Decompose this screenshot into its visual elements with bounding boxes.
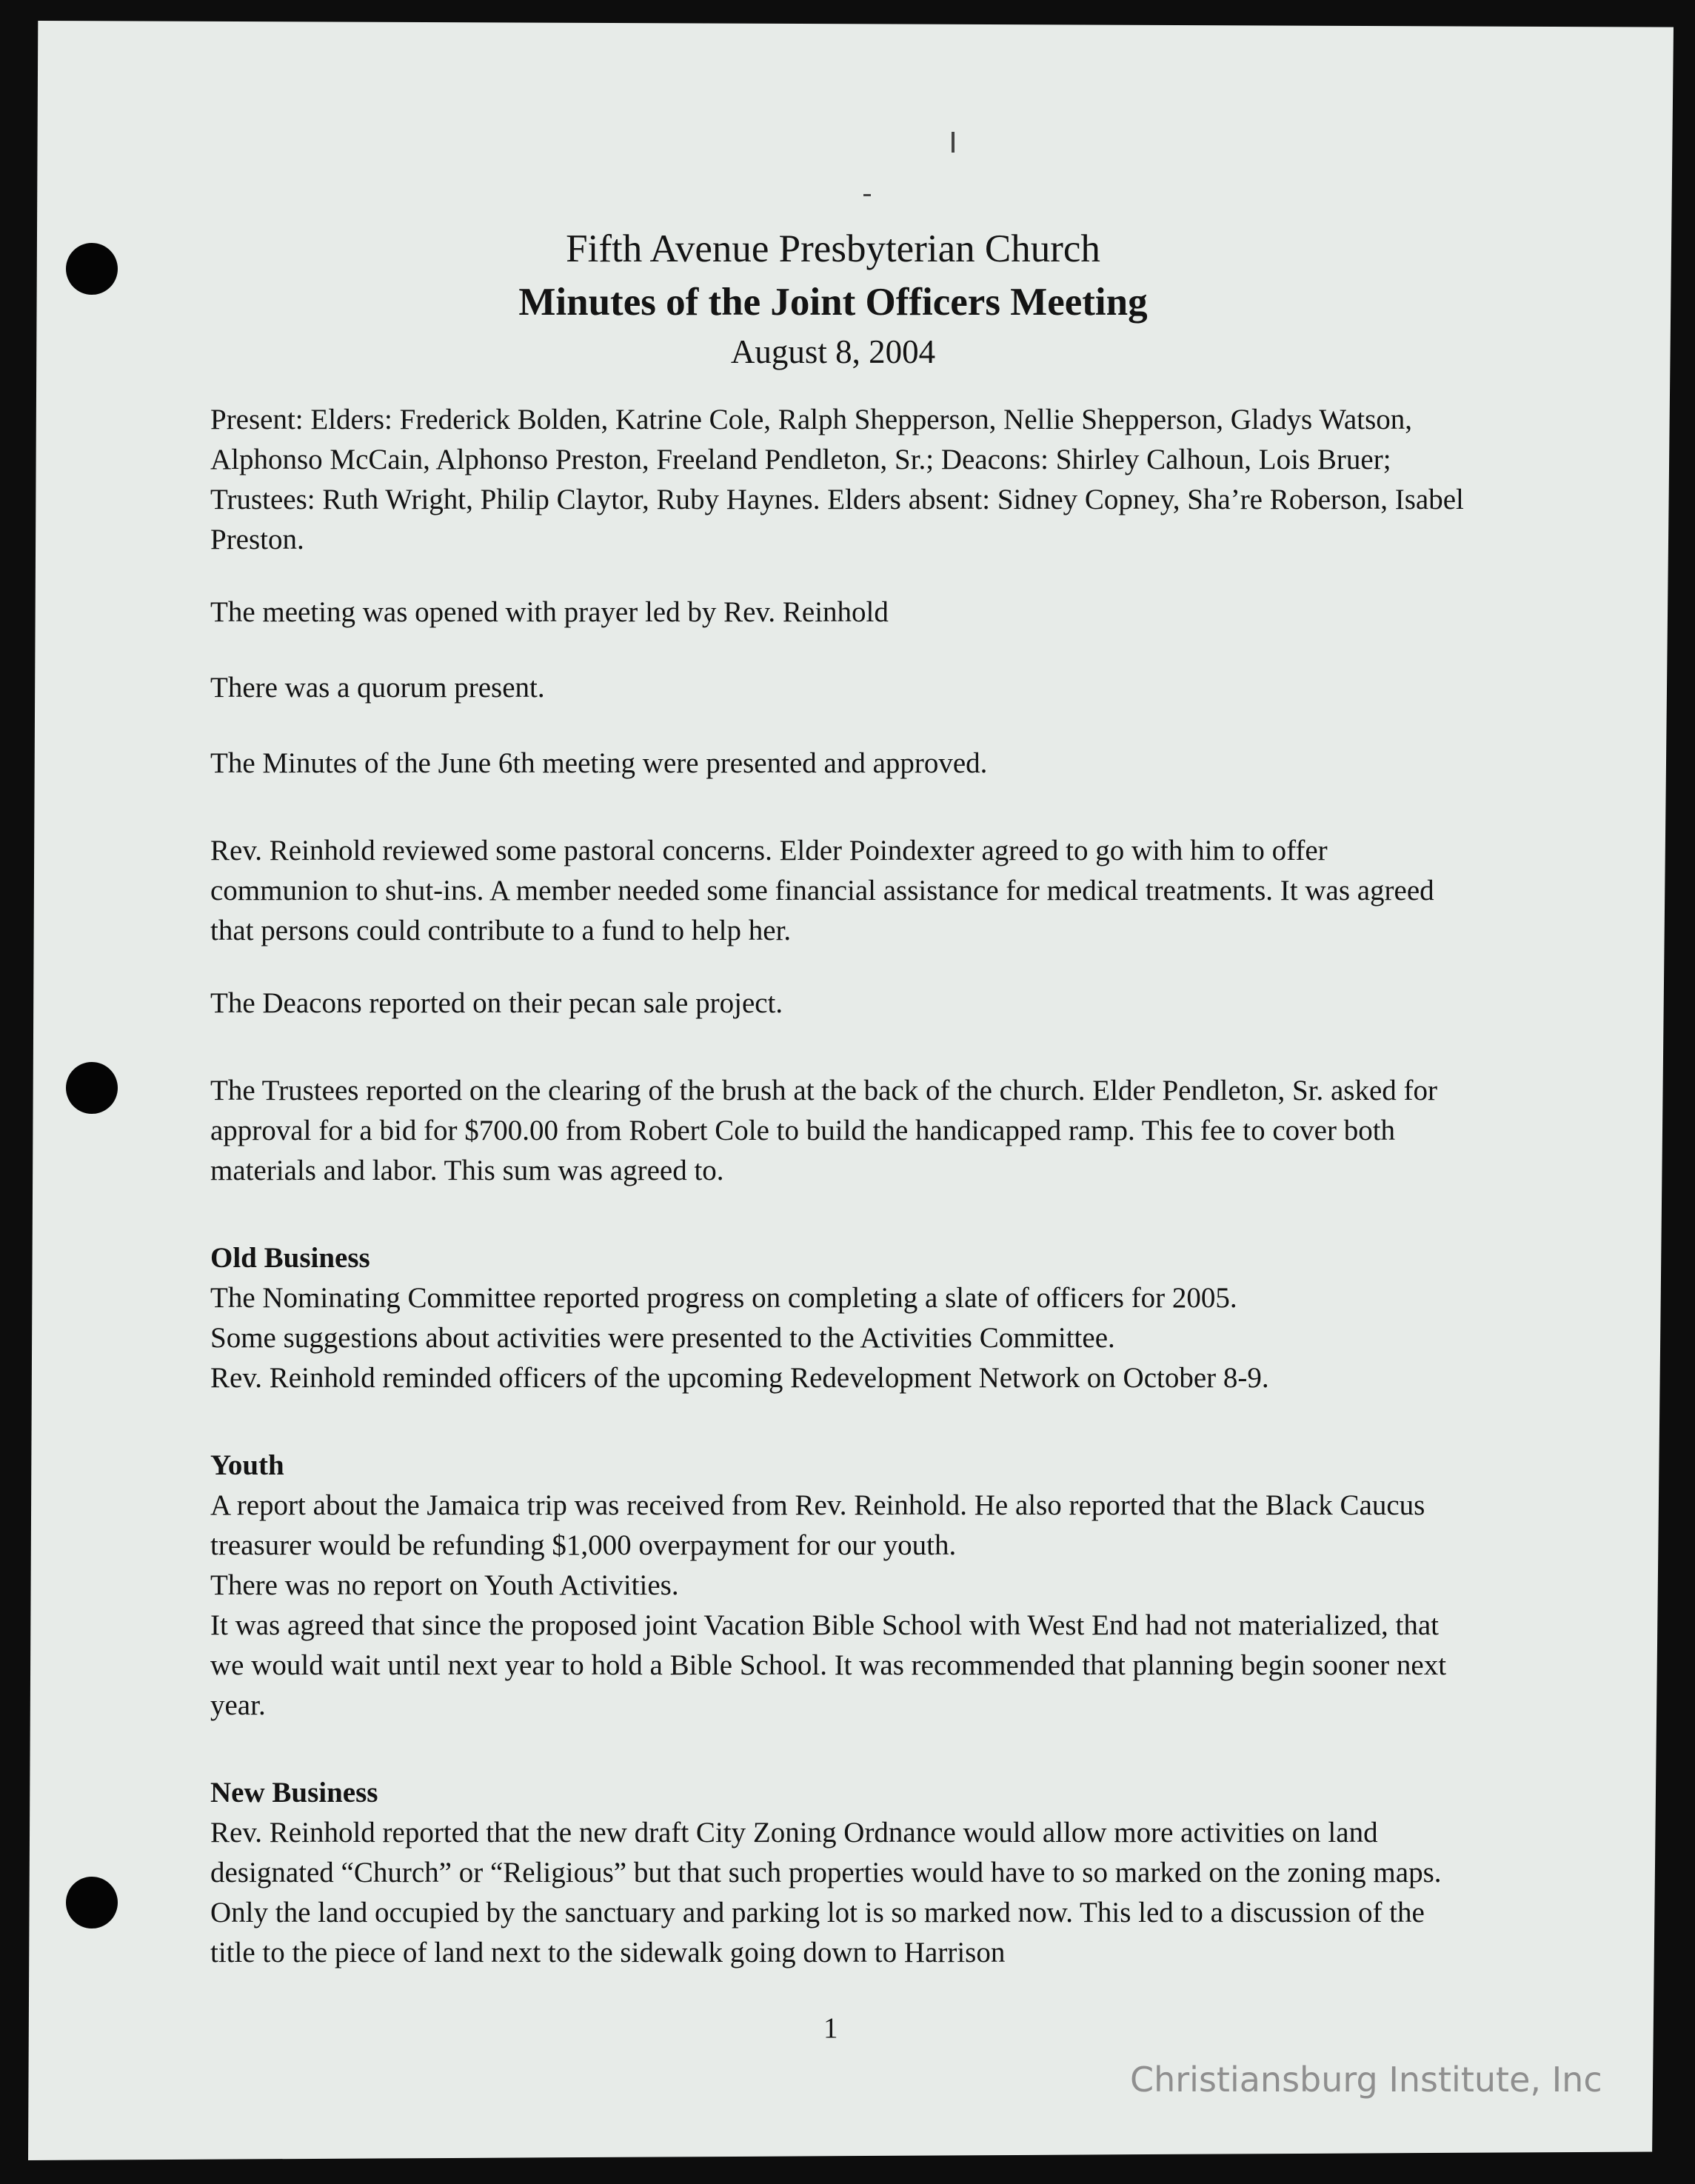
old-business-heading: Old Business [210,1242,370,1274]
new-business-paragraph: Rev. Reinhold reported that the new draft City Zoning Ordnance would allow more activities on land designated “Church” or “Religious” but that such properties would have to so marked on the zoning maps. Only the land occupied by the sanctuary and parking lot is so marked now. This led to a discussion of the title to the piece of land next to the sidewalk going down to Harrison [210,1817,1442,1968]
meeting-date: August 8, 2004 [730,333,936,370]
youth-item: There was no report on Youth Activities. [210,1569,679,1601]
pastoral-paragraph: Rev. Reinhold reviewed some pastoral concerns. Elder Poindexter agreed to go with him to offer communion to shut-ins. A member needed some financial assistance for medical treatments. It was agreed that persons could contribute to a fund to help her. [210,835,1434,946]
youth-item: A report about the Jamaica trip was received from Rev. Reinhold. He also reported that the Black Caucus treasurer would be refunding $1,000 overpayment for our youth. [210,1489,1425,1561]
quorum-paragraph: There was a quorum present. [210,672,545,704]
document-header [0,222,1666,375]
youth-heading: Youth [210,1449,284,1481]
paper-speck [952,132,955,153]
minutes-paragraph: The Minutes of the June 6th meeting were presented and approved. [210,747,988,779]
old-business-item: The Nominating Committee reported progress on completing a slate of officers for 2005. [210,1282,1237,1314]
prayer-paragraph: The meeting was opened with prayer led by Rev. Reinhold [210,596,889,628]
youth-item: It was agreed that since the proposed joint Vacation Bible School with West End had not materialized, that we would wait until next year to hold a Bible School. It was recommended that planning begin sooner next year. [210,1609,1447,1721]
old-business-item: Some suggestions about activities were presented to the Activities Committee. [210,1322,1115,1354]
deacons-paragraph: The Deacons reported on their pecan sale project. [210,987,783,1019]
new-business-heading: New Business [210,1777,378,1809]
document-title: Minutes of the Joint Officers Meeting [518,281,1148,324]
punch-hole-middle [66,1062,118,1114]
punch-hole-bottom [66,1877,118,1928]
page-number: 1 [823,2012,838,2044]
old-business-item: Rev. Reinhold reminded officers of the upcoming Redevelopment Network on October 8-9. [210,1362,1269,1394]
church-name: Fifth Avenue Presbyterian Church [566,227,1100,270]
watermark-text: Christiansburg Institute, Inc [1130,2060,1602,2100]
attendance-paragraph: Present: Elders: Frederick Bolden, Katrine Cole, Ralph Shepperson, Nellie Shepperson, Gladys Watson, Alphonso McCain, Alphonso Preston, Freeland Pendleton, Sr.; Deacons: Shirley Calhoun, Lois Bruer; Trustees: Ruth Wright, Philip Claytor, Ruby Haynes. Elders absent: Sidney Copney, Sha’re Roberson, Isabel Preston. [210,404,1464,555]
trustees-paragraph: The Trustees reported on the clearing of the brush at the back of the church. Elder Pendleton, Sr. asked for approval for a bid for $700.00 from Robert Cole to build the handicapped ramp. This fee to cover both materials and labor. This sum was agreed to. [210,1075,1438,1186]
paper-speck [863,194,871,196]
document-body [210,400,1469,1973]
